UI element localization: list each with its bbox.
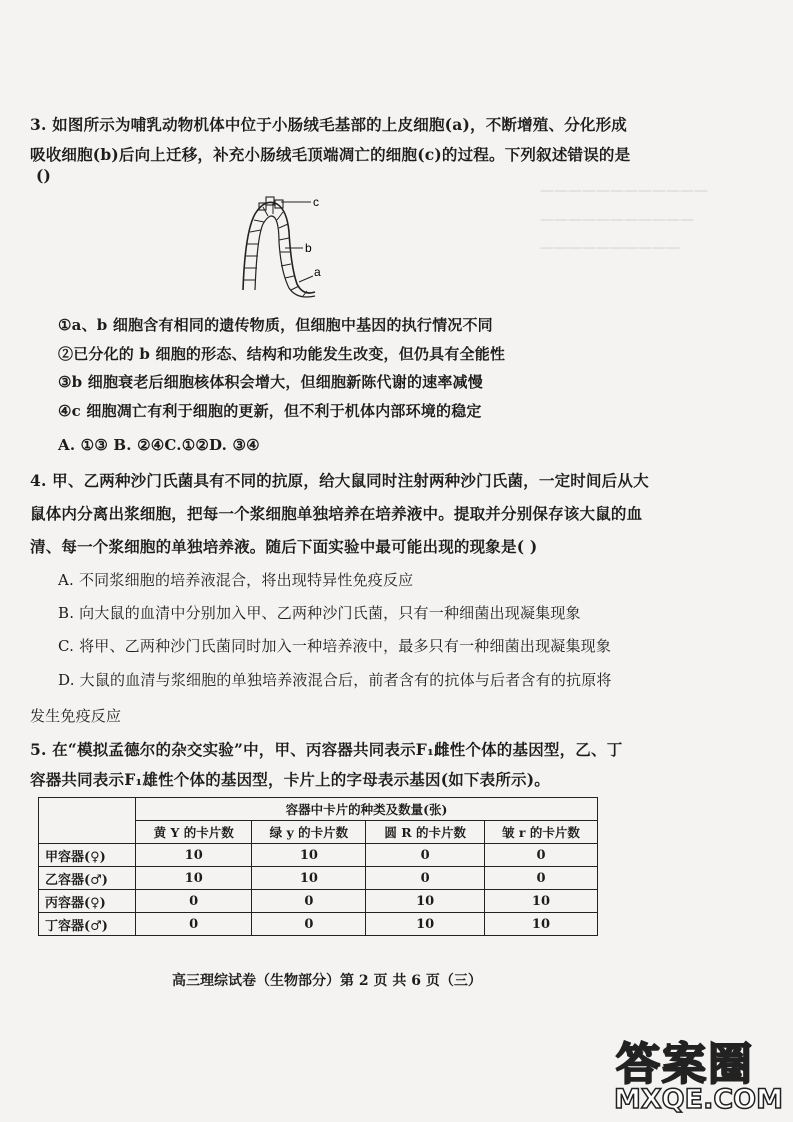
col-header: 绿 y 的卡片数 [252, 821, 366, 844]
table-cell: 0 [484, 867, 597, 890]
table-cell: 0 [136, 890, 252, 913]
table-cell: 10 [136, 867, 252, 890]
table-cell: 0 [252, 913, 366, 936]
q4-option-a: A. 不同浆细胞的培养液混合，将出现特异性免疫反应 [58, 571, 414, 589]
row-label: 乙容器(♂) [39, 867, 136, 890]
q3-stem-line2: 吸收细胞(b)后向上迁移，补充小肠绒毛顶端凋亡的细胞(c)的过程。下列叙述错误的是 [30, 145, 631, 164]
table-corner [39, 798, 136, 844]
watermark-logo-url: MXQE.COM [614, 1084, 783, 1115]
q5-stem-line2: 容器共同表示F₁雄性个体的基因型，卡片上的字母表示基因(如下表所示)。 [30, 770, 550, 789]
table-cell: 0 [366, 844, 485, 867]
q3-statement-1: ①a、b 细胞含有相同的遗传物质，但细胞中基因的执行情况不同 [58, 316, 493, 334]
bleed-through-mark: ——————————— [540, 212, 694, 228]
q4-stem-line3: 清、每一个浆细胞的单独培养液。随后下面实验中最可能出现的现象是( ) [30, 537, 538, 556]
table-row [39, 867, 598, 890]
bleed-through-mark: —————————— [540, 240, 680, 256]
row-label: 甲容器(♀) [39, 844, 136, 867]
q4-option-d-cont: 发生免疫反应 [30, 707, 122, 725]
col-header: 皱 r 的卡片数 [484, 821, 597, 844]
bleed-through-mark: ———————————— [540, 183, 708, 199]
q4-option-d: D. 大鼠的血清与浆细胞的单独培养液混合后，前者含有的抗体与后者含有的抗原将 [58, 671, 612, 689]
table-cell: 10 [252, 844, 366, 867]
q3-statement-4: ④c 细胞凋亡有利于细胞的更新，但不利于机体内部环境的稳定 [58, 402, 482, 420]
q4-option-c: C. 将甲、乙两种沙门氏菌同时加入一种培养液中，最多只有一种细菌出现凝集现象 [58, 637, 612, 655]
table-cell: 10 [366, 913, 485, 936]
table-cell: 0 [484, 844, 597, 867]
figure-label-b: b [305, 241, 312, 255]
table-cell: 10 [252, 867, 366, 890]
q3-options: A. ①③ B. ②④C.①②D. ③④ [58, 436, 260, 454]
table-row [39, 844, 598, 867]
villus-figure [235, 192, 345, 302]
table-cell: 0 [366, 867, 485, 890]
page-footer: 高三理综试卷（生物部分）第 2 页 共 6 页（三） [172, 973, 482, 989]
q3-stem-line1: 3. 如图所示为哺乳动物机体中位于小肠绒毛基部的上皮细胞(a)，不断增殖、分化形成 [30, 115, 627, 134]
table-cell: 0 [136, 913, 252, 936]
row-label: 丙容器(♀) [39, 890, 136, 913]
row-label: 丁容器(♂) [39, 913, 136, 936]
table-cell: 10 [366, 890, 485, 913]
watermark-logo-text: 答案圈 [616, 1039, 754, 1090]
table-cell: 0 [252, 890, 366, 913]
table-cell: 10 [136, 844, 252, 867]
q3-stem-line3: () [36, 166, 52, 185]
q4-option-b: B. 向大鼠的血清中分别加入甲、乙两种沙门氏菌，只有一种细菌出现凝集现象 [58, 604, 581, 622]
col-header: 黄 Y 的卡片数 [136, 821, 252, 844]
q3-statement-3: ③b 细胞衰老后细胞核体积会增大，但细胞新陈代谢的速率减慢 [58, 373, 483, 391]
q5-stem-line1: 5. 在“模拟孟德尔的杂交实验”中，甲、丙容器共同表示F₁雌性个体的基因型，乙、丁 [30, 740, 623, 759]
table-cell: 10 [484, 890, 597, 913]
col-header: 圆 R 的卡片数 [366, 821, 485, 844]
q4-stem-line2: 鼠体内分离出浆细胞，把每一个浆细胞单独培养在培养液中。提取并分别保存该大鼠的血 [30, 504, 643, 523]
figure-label-c: c [313, 195, 319, 209]
watermark-logo [610, 1028, 790, 1118]
q3-statement-2: ②已分化的 b 细胞的形态、结构和功能发生改变，但仍具有全能性 [58, 345, 506, 363]
figure-label-a: a [314, 265, 321, 279]
q4-stem-line1: 4. 甲、乙两种沙门氏菌具有不同的抗原，给大鼠同时注射两种沙门氏菌，一定时间后从大 [30, 471, 649, 490]
table-row [39, 913, 598, 936]
card-table [38, 797, 598, 936]
table-cell: 10 [484, 913, 597, 936]
table-row [39, 890, 598, 913]
table-group-header: 容器中卡片的种类及数量(张) [136, 798, 598, 821]
